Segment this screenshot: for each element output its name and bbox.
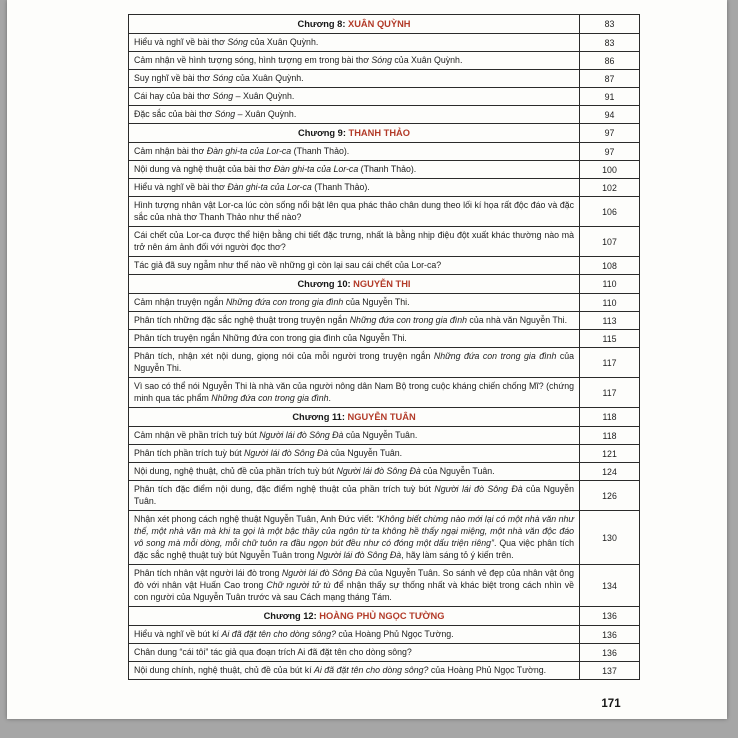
toc-row bbox=[129, 88, 640, 106]
toc-row bbox=[129, 348, 640, 378]
toc-row bbox=[129, 565, 640, 607]
chapter-name: NGUYỄN THI bbox=[353, 279, 411, 289]
page-number-cell: 136 bbox=[580, 626, 640, 644]
text-segment: – Xuân Quỳnh. bbox=[235, 109, 297, 119]
text-segment: Người lái đò Sông Đà bbox=[336, 466, 421, 476]
toc-item-text bbox=[129, 88, 580, 106]
text-segment: để nhận thấy sự thống nhất và khác biệt trong cách nhìn về con người của Nguyễn Tuân trước và sau Cách mạng tháng Tám. bbox=[134, 580, 574, 602]
page-number-cell: 91 bbox=[580, 88, 640, 106]
chapter-prefix: Chương 9: bbox=[298, 128, 349, 138]
text-segment: của Hoàng Phủ Ngọc Tường. bbox=[428, 665, 547, 675]
page-number-cell: 97 bbox=[580, 124, 640, 143]
chapter-header-row bbox=[129, 124, 640, 143]
chapter-header-row bbox=[129, 607, 640, 626]
toc-item-text bbox=[129, 197, 580, 227]
text-segment: Chữ người tử tù bbox=[266, 580, 331, 590]
toc-item-text bbox=[129, 179, 580, 197]
text-segment: Chân dung “cái tôi” tác giả qua đoạn trích Ai đã đặt tên cho dòng sông? bbox=[134, 647, 412, 657]
toc-item-text bbox=[129, 644, 580, 662]
toc-item-text bbox=[129, 445, 580, 463]
text-segment: của Nguyễn Tuân. bbox=[134, 484, 574, 506]
chapter-prefix: Chương 12: bbox=[263, 611, 320, 621]
toc-row bbox=[129, 179, 640, 197]
text-segment: Cảm nhận về phần trích tuỳ bút bbox=[134, 430, 260, 440]
chapter-header-row bbox=[129, 275, 640, 294]
text-segment: Phân tích phần trích tuỳ bút bbox=[134, 448, 245, 458]
text-segment: Phân tích truyện ngắn Những đứa con trong gia đình của Nguyễn Thi. bbox=[134, 333, 407, 343]
toc-row bbox=[129, 294, 640, 312]
text-segment: của Nguyễn Tuân. bbox=[328, 448, 403, 458]
toc-row bbox=[129, 312, 640, 330]
toc-item-text bbox=[129, 427, 580, 445]
text-segment: Những đứa con trong gia đình bbox=[225, 297, 344, 307]
page-number-cell: 117 bbox=[580, 378, 640, 408]
toc-item-text bbox=[129, 511, 580, 565]
text-segment: của Nguyễn Tuân. So sánh vẻ đẹp của nhân vật ông đò với nhân vật Huấn Cao trong bbox=[134, 568, 575, 590]
page-number-cell: 126 bbox=[580, 481, 640, 511]
page-number-cell: 130 bbox=[580, 511, 640, 565]
text-segment: Người lái đò Sông Đà bbox=[244, 448, 329, 458]
toc-item-text bbox=[129, 378, 580, 408]
toc-row bbox=[129, 52, 640, 70]
toc-row bbox=[129, 257, 640, 275]
text-segment: Hiểu và nghĩ về bút kí bbox=[134, 629, 222, 639]
text-segment: Hiểu và nghĩ về bài thơ bbox=[134, 37, 228, 47]
toc-item-text bbox=[129, 227, 580, 257]
chapter-title bbox=[129, 124, 580, 143]
text-segment: Sóng bbox=[212, 73, 234, 83]
toc-row bbox=[129, 626, 640, 644]
toc-table bbox=[128, 14, 640, 680]
page-number-cell: 107 bbox=[580, 227, 640, 257]
text-segment: Cảm nhận về hình tượng sóng, hình tượng em trong bài thơ bbox=[134, 55, 372, 65]
text-segment: Sóng bbox=[214, 109, 236, 119]
toc-item-text bbox=[129, 662, 580, 680]
text-segment: (Thanh Thảo). bbox=[311, 182, 370, 192]
page-number-cell: 118 bbox=[580, 427, 640, 445]
text-segment: Đàn ghi-ta của Lor-ca bbox=[273, 164, 359, 174]
page-number-cell: 83 bbox=[580, 34, 640, 52]
page-number-cell: 136 bbox=[580, 644, 640, 662]
text-segment: Ai đã đặt tên cho dòng sông? bbox=[313, 665, 429, 675]
text-segment: Phân tích, nhận xét nội dung, giọng nói của mỗi người trong truyện ngắn bbox=[134, 351, 434, 361]
chapter-title bbox=[129, 275, 580, 294]
toc-item-text bbox=[129, 330, 580, 348]
toc-item-text bbox=[129, 463, 580, 481]
page-number-cell: 83 bbox=[580, 15, 640, 34]
page-number-cell: 100 bbox=[580, 161, 640, 179]
text-segment: Ai đã đặt tên cho dòng sông? bbox=[221, 629, 336, 639]
text-segment: Người lái đò Sông Đà bbox=[259, 430, 344, 440]
text-segment: Hình tượng nhân vật Lor-ca lúc còn sống nổi bật lên qua phác thảo chân dung theo lối kí họa rất độc đáo và đặc sắc của nhà thơ Thanh Thảo như thế nào? bbox=[134, 200, 574, 222]
chapter-header-row bbox=[129, 15, 640, 34]
chapter-prefix: Chương 11: bbox=[292, 412, 348, 422]
text-segment: Nội dung và nghệ thuật của bài thơ bbox=[134, 164, 274, 174]
text-segment: “Không biết chừng nào mới lại có một nhà văn như thế, một nhà văn mà khi ta gọi là một bậc thầy của ngôn từ ta không hề thấy ngại miệng, một nhà văn độc đáo vô song mà mỗi dòng, mỗi chữ tuôn ra đầu ngọn bút đều như có đóng một dấu triện riêng” bbox=[134, 514, 575, 548]
text-segment: Nội dung chính, nghệ thuật, chủ đề của bút kí bbox=[134, 665, 314, 675]
toc-row bbox=[129, 227, 640, 257]
toc-row bbox=[129, 161, 640, 179]
text-segment: Người lái đò Sông Đà bbox=[281, 568, 367, 578]
toc-row bbox=[129, 70, 640, 88]
toc-row bbox=[129, 481, 640, 511]
text-segment: (Thanh Thảo). bbox=[291, 146, 350, 156]
text-segment: của Hoàng Phủ Ngọc Tường. bbox=[335, 629, 454, 639]
toc-row bbox=[129, 511, 640, 565]
text-segment: Đàn ghi-ta của Lor-ca bbox=[206, 146, 292, 156]
text-segment: Đặc sắc của bài thơ bbox=[134, 109, 215, 119]
page-number-cell: 94 bbox=[580, 106, 640, 124]
page-number-cell: 115 bbox=[580, 330, 640, 348]
toc-row bbox=[129, 662, 640, 680]
chapter-title bbox=[129, 607, 580, 626]
toc-item-text bbox=[129, 565, 580, 607]
text-segment: Phân tích nhân vật người lái đò trong bbox=[134, 568, 282, 578]
page-number-cell: 134 bbox=[580, 565, 640, 607]
text-segment: Sóng bbox=[227, 37, 248, 47]
toc-item-text bbox=[129, 34, 580, 52]
page-number-cell: 118 bbox=[580, 408, 640, 427]
toc-item-text bbox=[129, 52, 580, 70]
text-segment: của Nguyễn Thi. bbox=[134, 351, 574, 373]
page-number-cell: 86 bbox=[580, 52, 640, 70]
chapter-name: THANH THẢO bbox=[348, 128, 410, 138]
chapter-name: NGUYỄN TUÂN bbox=[347, 412, 416, 422]
text-segment: Vì sao có thể nói Nguyễn Thi là nhà văn của người nông dân Nam Bộ trong cuộc kháng chiến chống Mĩ? (chứng minh qua tác phẩm bbox=[134, 381, 574, 403]
text-segment: Người lái đò Sông Đà bbox=[316, 550, 402, 560]
text-segment: , hãy làm sáng tỏ ý kiến trên. bbox=[401, 550, 514, 560]
page-number-cell: 110 bbox=[580, 275, 640, 294]
chapter-header-row bbox=[129, 408, 640, 427]
text-segment: . Qua việc phân tích đặc sắc nghệ thuật tuỳ bút Nguyễn Tuân trong bbox=[134, 538, 575, 560]
toc-item-text bbox=[129, 70, 580, 88]
toc-row bbox=[129, 330, 640, 348]
chapter-title bbox=[129, 408, 580, 427]
text-segment: Những đứa con trong gia đình bbox=[349, 315, 467, 325]
text-segment: Suy nghĩ về bài thơ bbox=[134, 73, 213, 83]
toc-item-text bbox=[129, 348, 580, 378]
text-segment: Nhận xét phong cách nghệ thuật Nguyễn Tuân, Anh Đức viết: bbox=[134, 514, 377, 524]
text-segment: Tác giả đã suy ngẫm như thế nào về những gì còn lại sau cái chết của Lor-ca? bbox=[134, 260, 442, 270]
text-segment: – Xuân Quỳnh. bbox=[233, 91, 295, 101]
text-segment: của Nguyễn Tuân. bbox=[420, 466, 495, 476]
page-number-cell: 110 bbox=[580, 294, 640, 312]
toc-item-text bbox=[129, 481, 580, 511]
text-segment: Những đứa con trong gia đình bbox=[211, 393, 329, 403]
toc-row bbox=[129, 34, 640, 52]
text-segment: Nội dung, nghệ thuật, chủ đề của phần trích tuỳ bút bbox=[134, 466, 337, 476]
toc-row bbox=[129, 427, 640, 445]
text-segment: của Xuân Quỳnh. bbox=[233, 73, 304, 83]
text-segment: Cái hay của bài thơ bbox=[134, 91, 213, 101]
page-number-cell: 97 bbox=[580, 143, 640, 161]
text-segment: Cái chết của Lor-ca được thể hiện bằng chi tiết đặc trưng, nhất là bằng nhịp điệu đột xuất khác thường nào mà trở nên ám ảnh đối với người đọc thơ? bbox=[134, 230, 574, 252]
text-segment: Sóng bbox=[371, 55, 392, 65]
text-segment: Cảm nhận truyện ngắn bbox=[134, 297, 226, 307]
text-segment: . bbox=[328, 393, 331, 403]
toc-item-text bbox=[129, 294, 580, 312]
page-number-cell: 136 bbox=[580, 607, 640, 626]
chapter-name: XUÂN QUỲNH bbox=[348, 19, 411, 29]
page-number-cell: 113 bbox=[580, 312, 640, 330]
text-segment: của Xuân Quỳnh. bbox=[391, 55, 463, 65]
toc-item-text bbox=[129, 161, 580, 179]
toc-row bbox=[129, 463, 640, 481]
chapter-prefix: Chương 8: bbox=[297, 19, 349, 29]
text-segment: của Xuân Quỳnh. bbox=[247, 37, 319, 47]
text-segment: Phân tích những đặc sắc nghệ thuật trong truyện ngắn bbox=[134, 315, 350, 325]
toc-item-text bbox=[129, 257, 580, 275]
text-segment: của nhà văn Nguyễn Thi. bbox=[466, 315, 568, 325]
toc-row bbox=[129, 197, 640, 227]
text-segment: của Nguyễn Thi. bbox=[343, 297, 410, 307]
toc-row bbox=[129, 644, 640, 662]
toc-table-body bbox=[129, 15, 640, 680]
toc-item-text bbox=[129, 143, 580, 161]
toc-item-text bbox=[129, 106, 580, 124]
text-segment: Cảm nhận bài thơ bbox=[134, 146, 207, 156]
toc-item-text bbox=[129, 312, 580, 330]
text-segment: Đàn ghi-ta của Lor-ca bbox=[227, 182, 312, 192]
toc-row bbox=[129, 445, 640, 463]
text-segment: của Nguyễn Tuân. bbox=[343, 430, 418, 440]
toc-item-text bbox=[129, 626, 580, 644]
chapter-prefix: Chương 10: bbox=[297, 279, 354, 289]
chapter-name: HOÀNG PHỦ NGỌC TƯỜNG bbox=[319, 611, 445, 621]
scanned-page bbox=[7, 0, 727, 719]
page-number-cell: 102 bbox=[580, 179, 640, 197]
page-number-cell: 137 bbox=[580, 662, 640, 680]
page-number-cell: 106 bbox=[580, 197, 640, 227]
page-number-cell: 121 bbox=[580, 445, 640, 463]
text-segment: (Thanh Thảo). bbox=[358, 164, 417, 174]
text-segment: Người lái đò Sông Đà bbox=[434, 484, 523, 494]
chapter-title bbox=[129, 15, 580, 34]
footer-page-number: 171 bbox=[601, 698, 621, 710]
page-number-cell: 108 bbox=[580, 257, 640, 275]
text-segment: Hiểu và nghĩ về bài thơ bbox=[134, 182, 228, 192]
text-segment: Những đứa con trong gia đình bbox=[433, 351, 557, 361]
text-segment: Phân tích đặc điểm nội dung, đặc điểm nghệ thuật của phần trích tuỳ bút bbox=[134, 484, 435, 494]
toc-row bbox=[129, 106, 640, 124]
page-number-cell: 87 bbox=[580, 70, 640, 88]
page-number-cell: 117 bbox=[580, 348, 640, 378]
page-number-cell: 124 bbox=[580, 463, 640, 481]
toc-row bbox=[129, 378, 640, 408]
text-segment: Sóng bbox=[212, 91, 234, 101]
toc-row bbox=[129, 143, 640, 161]
